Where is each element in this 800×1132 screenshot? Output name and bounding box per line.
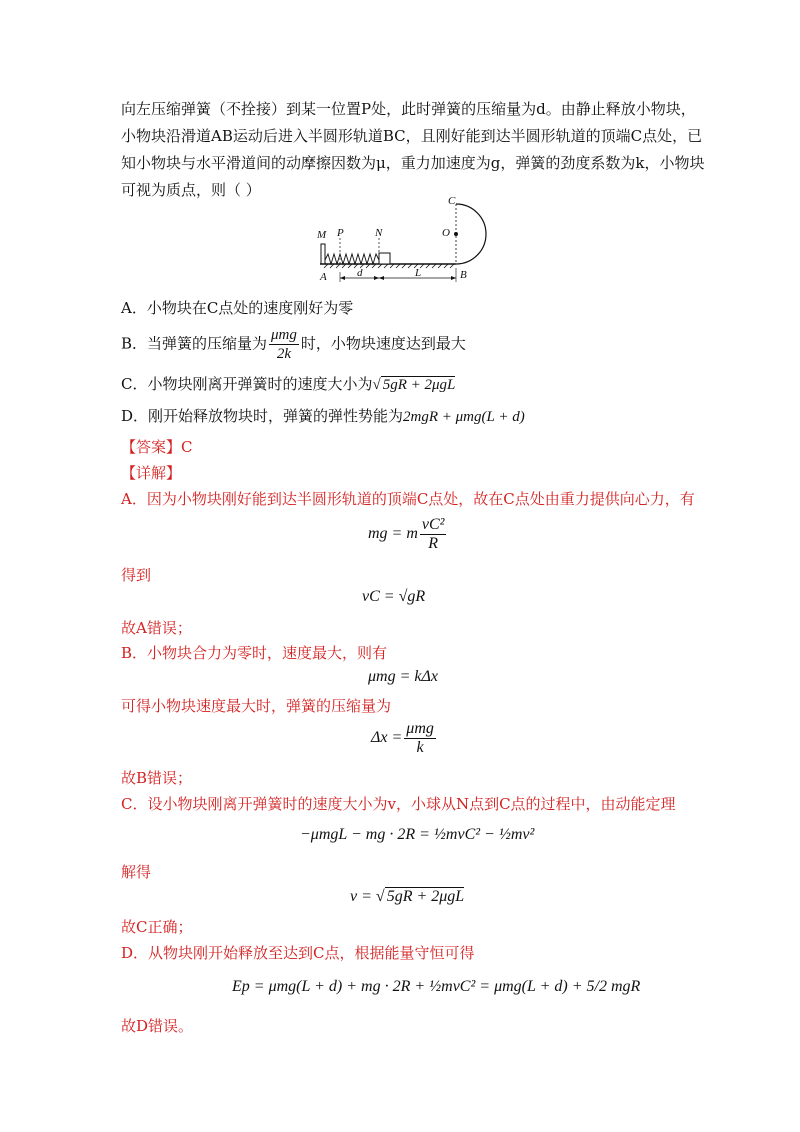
explain-b-text-2: 可得小物块速度最大时，弹簧的压缩量为 bbox=[121, 697, 392, 715]
explain-b-conclusion: 故B错误； bbox=[121, 769, 193, 787]
option-d bbox=[121, 405, 525, 428]
explain-c-text-2: 解得 bbox=[121, 863, 152, 881]
explain-d-conclusion: 故D错误。 bbox=[121, 1017, 194, 1035]
option-c: C．小物块刚离开弹簧时的速度大小为√ 5gR + 2μgL bbox=[121, 375, 456, 393]
formula-6-radicand: 5gR + 2μgL bbox=[386, 888, 465, 905]
label-M: M bbox=[317, 229, 327, 241]
explain-a-text: A．因为小物块刚好能到达半圆形轨道的顶端C点处，故在C点处由重力提供向心力，有 bbox=[121, 490, 695, 508]
option-b-denominator: 2k bbox=[276, 346, 292, 362]
formula-2: vC = √gR bbox=[362, 588, 426, 605]
label-L: L bbox=[415, 267, 422, 279]
formula-4-left: Δx = bbox=[371, 729, 403, 747]
option-b-fraction bbox=[269, 326, 299, 363]
formula-1-left: mg = m bbox=[368, 525, 418, 543]
formula-4-fraction bbox=[404, 720, 436, 757]
option-c-prefix: C．小物块刚离开弹簧时的速度大小为 bbox=[121, 375, 373, 393]
formula-4-numerator: μmg bbox=[406, 720, 434, 737]
formula-1 bbox=[368, 516, 448, 553]
explain-label: 【详解】 bbox=[121, 464, 182, 482]
question-line-2: 小物块沿滑道AB运动后进入半圆形轨道BC，且刚好能到达半圆形轨道的顶端C点处，已 bbox=[121, 127, 703, 145]
label-O: O bbox=[442, 227, 450, 239]
label-P: P bbox=[337, 227, 344, 239]
formula-4 bbox=[371, 720, 438, 757]
formula-3: μmg = kΔx bbox=[368, 668, 438, 685]
option-a: A．小物块在C点处的速度刚好为零 bbox=[121, 299, 354, 317]
label-d: d bbox=[357, 267, 363, 279]
explain-c-conclusion: 故C正确； bbox=[121, 918, 193, 936]
label-C: C bbox=[448, 196, 456, 207]
question-line-3: 知小物块与水平滑道间的动摩擦因数为μ，重力加速度为g，弹簧的劲度系数为k，小物块 bbox=[121, 154, 705, 172]
label-B: B bbox=[460, 269, 467, 281]
formula-6: v = √ 5gR + 2μgL bbox=[350, 888, 465, 905]
option-d-expression: 2mgR + μmg(L + d) bbox=[403, 409, 525, 425]
explain-b-text: B．小物块合力为零时，速度最大，则有 bbox=[121, 644, 388, 662]
explain-d-text: D．从物块刚开始释放至达到C点，根据能量守恒可得 bbox=[121, 944, 475, 962]
spring-track-figure bbox=[312, 196, 494, 288]
formula-1-denominator: R bbox=[428, 535, 439, 552]
option-b-numerator: μmg bbox=[271, 327, 297, 343]
question-line-1: 向左压缩弹簧（不拴接）到某一位置P处，此时弹簧的压缩量为d。由静止释放小物块， bbox=[121, 100, 696, 118]
option-b-suffix: 时，小物块速度达到最大 bbox=[300, 334, 466, 353]
formula-7: Ep = μmg(L + d) + mg · 2R + ½mvC² = μmg(L + d) + 5/2 mgR bbox=[232, 978, 641, 995]
formula-6-left: v = bbox=[350, 888, 372, 905]
option-b-prefix: B．当弹簧的压缩量为 bbox=[121, 334, 268, 353]
formula-1-numerator: vC² bbox=[421, 516, 445, 533]
explain-a-result-label: 得到 bbox=[121, 566, 152, 584]
answer-label: 【答案】C bbox=[121, 438, 193, 456]
formula-5: −μmgL − mg · 2R = ½mvC² − ½mv² bbox=[300, 826, 535, 843]
option-c-radicand: 5gR + 2μgL bbox=[382, 377, 456, 393]
label-A: A bbox=[320, 271, 327, 283]
option-d-prefix: D．刚开始释放物块时，弹簧的弹性势能为 bbox=[121, 407, 404, 425]
explain-c-text: C．设小物块刚离开弹簧时的速度大小为v，小球从N点到C点的过程中，由动能定理 bbox=[121, 795, 676, 813]
question-line-4: 可视为质点，则（ ） bbox=[121, 181, 261, 199]
formula-4-denominator: k bbox=[416, 739, 424, 756]
formula-1-fraction bbox=[420, 516, 447, 553]
explain-a-conclusion: 故A错误； bbox=[121, 619, 192, 637]
label-N: N bbox=[375, 227, 383, 239]
option-b bbox=[121, 326, 466, 363]
